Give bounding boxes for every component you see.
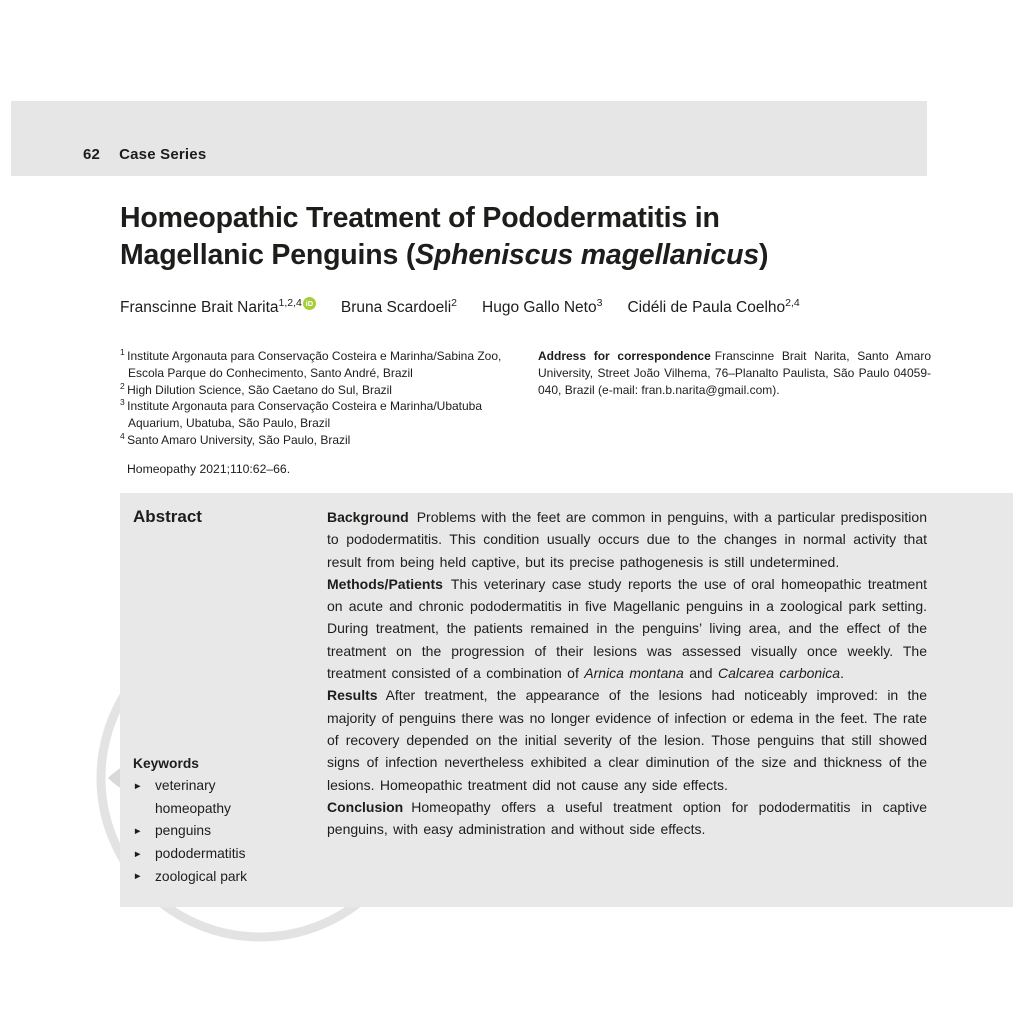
correspondence-text: Franscinne Brait Narita, Santo Amaro University, Street João Vilhema, 76–Planalto Paulista, São Paulo 04059-040, Brazil (e-mail: fran.b.narita@gmail.com).	[538, 349, 931, 397]
author-name: Franscinne Brait Narita	[120, 299, 279, 316]
title-line-2	[120, 237, 768, 274]
author-name: Bruna Scardoeli	[340, 299, 452, 316]
keyword-item	[133, 820, 285, 843]
author	[120, 296, 316, 316]
abstract-paragraph	[327, 506, 927, 573]
author-affiliation-sup: 1,2,4	[278, 296, 302, 309]
keyword-bullet-icon: ►	[133, 848, 143, 860]
author-affiliation-sup: 3	[596, 296, 603, 309]
author-affiliation-sup: 2	[451, 296, 458, 309]
keyword-item	[133, 866, 285, 889]
text-segment: Problems with the feet are common in penguins, with a particular predisposition to pododermatitis. This condition usually occurs due to the changes in normal activity that result from being held captive, but its precise pathogenesis is still undetermined.	[327, 509, 927, 570]
keyword-bullet-icon: ►	[133, 825, 143, 837]
abstract-paragraph	[327, 796, 927, 841]
author	[340, 296, 458, 316]
correspondence-block	[538, 348, 931, 398]
correspondence-label: Address for correspondence	[538, 349, 711, 363]
keywords-list	[133, 775, 285, 888]
keyword-item	[133, 843, 285, 866]
authors-row	[120, 297, 825, 317]
abstract-paragraph-label: Conclusion	[327, 798, 404, 815]
text-segment: After treatment, the appearance of the lesions had noticeably improved: in the majority of penguins there was no longer evidence of infection or edema in the feet. The rate of recovery depended on the initial severity of the lesion. Those penguins that still showed signs of infection nevertheless exhibited a clear diminution of the size and thickness of the lesions. Homeopathic treatment did not cause any side effects.	[327, 687, 927, 793]
keyword-item	[133, 775, 285, 820]
keyword-bullet-icon: ►	[133, 780, 143, 792]
text-segment: and	[683, 665, 718, 682]
article-title	[120, 200, 768, 274]
abstract-paragraph	[327, 573, 927, 684]
author	[627, 296, 800, 316]
italic-text: Arnica montana	[584, 665, 684, 682]
section-label: Case Series	[119, 146, 207, 163]
abstract-paragraph-label: Methods/Patients	[327, 575, 443, 592]
keyword-text: zoological park	[155, 868, 248, 884]
affiliation-sup: 3	[120, 397, 125, 408]
keywords-heading: Keywords	[133, 756, 199, 771]
affiliation-item: $^3$ Institute Argonauta para Conservação Costeira e Marinha/Ubatuba Aquarium, Ubatuba, São Paulo, Brazil	[120, 397, 483, 431]
author-name: Hugo Gallo Neto	[482, 299, 597, 316]
page-header-band	[11, 101, 927, 176]
abstract-paragraph-label: Background	[327, 509, 409, 525]
page-number: 62	[83, 146, 101, 163]
abstract-paragraph	[327, 684, 927, 795]
text-segment: This veterinary case study reports the use of oral homeopathic treatment on acute and chronic pododermatitis in five Magellanic penguins in a zoological park setting. During treatment, the patients remained in the penguins’ living area, and the effect of the treatment on the progression of their lesions was assessed visually once weekly. The treatment consisted of a combination of	[327, 575, 927, 682]
italic-text: Calcarea carbonica	[717, 665, 841, 682]
affiliation-item: $^4$ Santo Amaro University, São Paulo, Brazil	[120, 430, 351, 447]
italic-text: Spheniscus magellanicus	[415, 239, 759, 271]
author	[482, 296, 603, 316]
author-affiliation-sup: 2,4	[785, 296, 800, 309]
keywords-block	[133, 753, 285, 889]
affiliations-list	[120, 348, 524, 449]
affiliation-sup: 1	[120, 347, 125, 357]
text-segment: .	[840, 665, 844, 682]
abstract-paragraph-label: Results	[327, 687, 378, 704]
abstract-text	[327, 506, 927, 840]
keyword-text: pododermatitis	[155, 846, 246, 862]
affiliation-sup: 2	[120, 380, 125, 391]
text-segment: Homeopathy offers a useful treatment option for pododermatitis in captive penguins, with easy administration and without side effects.	[327, 798, 927, 838]
keyword-bullet-icon: ►	[133, 871, 143, 883]
author-name: Cidéli de Paula Coelho	[627, 299, 786, 316]
affiliation-sup: 4	[120, 430, 125, 441]
keyword-text: penguins	[155, 823, 212, 839]
text-segment: )	[758, 239, 769, 271]
affiliation-item: $^2$ High Dilution Science, São Caetano do Sul, Brazil	[120, 380, 392, 397]
orcid-icon[interactable]: iD	[303, 297, 316, 310]
keyword-text: veterinary homeopathy	[155, 778, 231, 817]
affiliation-item: $^1$ Institute Argonauta para Conservação Costeira e Marinha/Sabina Zoo, Escola Parque do Conhecimento, Santo André, Brazil	[120, 347, 502, 380]
text-segment: Magellanic Penguins (	[120, 239, 416, 271]
citation-line: Homeopathy 2021;110:62–66.	[127, 462, 291, 476]
abstract-box	[120, 493, 1013, 907]
abstract-heading: Abstract	[133, 507, 202, 526]
title-line-1: Homeopathic Treatment of Pododermatitis in	[120, 202, 720, 234]
